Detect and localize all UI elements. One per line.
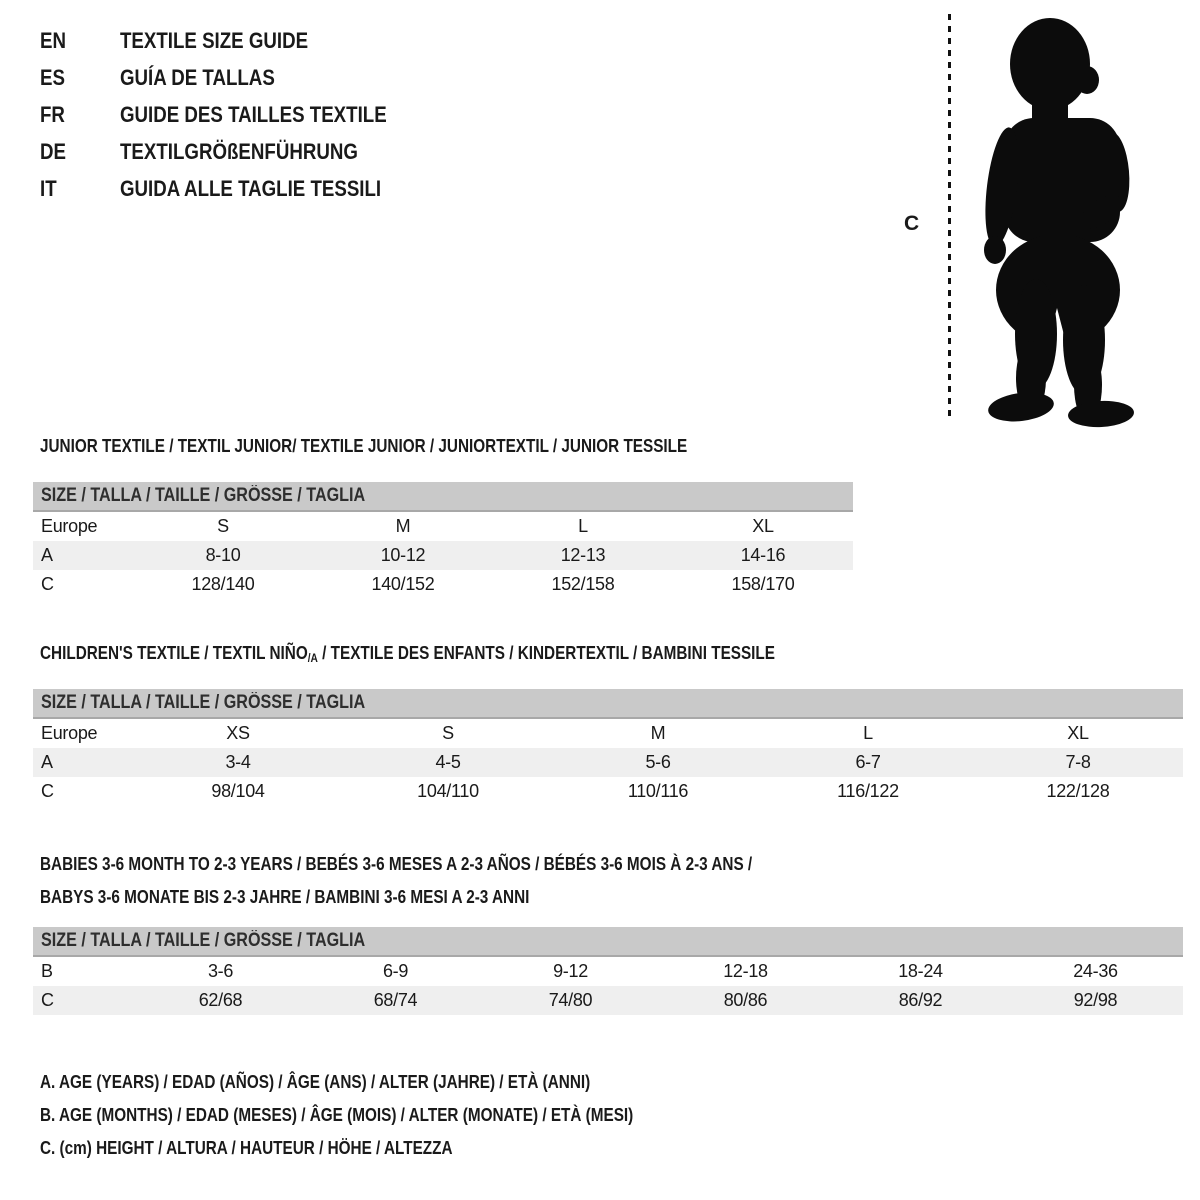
babies-title-line2: BABYS 3-6 MONATE BIS 2-3 JAHRE / BAMBINI 3-6 MESI A 2-3 ANNI bbox=[40, 887, 530, 907]
guide-title-en: TEXTILE SIZE GUIDE bbox=[120, 27, 309, 53]
table-cell: 128/140 bbox=[191, 574, 255, 594]
children-section-title: CHILDREN'S TEXTILE / TEXTIL NIÑO/A / TEXTILE DES ENFANTS / KINDERTEXTIL / BAMBINI TESSILE bbox=[40, 643, 775, 665]
column-header-size: M bbox=[395, 516, 411, 536]
table-cell: 92/98 bbox=[1073, 990, 1118, 1010]
junior-size-table bbox=[33, 482, 853, 599]
row-label: C bbox=[41, 781, 54, 801]
babies-title-line1: BABIES 3-6 MONTH TO 2-3 YEARS / BEBÉS 3-6 MESES A 2-3 AÑOS / BÉBÉS 3-6 MOIS À 2-3 ANS / bbox=[40, 854, 753, 874]
table-cell: 68/74 bbox=[373, 990, 418, 1010]
row-label: A bbox=[41, 752, 53, 772]
table-cell: 110/116 bbox=[627, 781, 689, 801]
column-header-size: L bbox=[578, 516, 588, 536]
table-cell: 122/128 bbox=[1046, 781, 1110, 801]
table-cell: 158/170 bbox=[731, 574, 795, 594]
babies-size-table bbox=[33, 927, 1183, 1015]
row-label: A bbox=[41, 545, 53, 565]
junior-section-title: JUNIOR TEXTILE / TEXTIL JUNIOR/ TEXTILE JUNIOR / JUNIORTEXTIL / JUNIOR TESSILE bbox=[40, 436, 688, 456]
babies-height-row bbox=[33, 986, 1183, 1015]
column-header-europe: Europe bbox=[41, 516, 98, 536]
children-height-row bbox=[33, 777, 1183, 806]
children-age-row bbox=[33, 748, 1183, 777]
table-cell: 3-4 bbox=[225, 752, 251, 772]
table-cell: 152/158 bbox=[551, 574, 615, 594]
language-code: EN bbox=[40, 27, 66, 53]
size-header-bar: SIZE / TALLA / TAILLE / GRÖSSE / TAGLIA bbox=[33, 927, 1183, 957]
junior-age-row bbox=[33, 541, 853, 570]
language-code: FR bbox=[40, 101, 65, 127]
table-cell: 116/122 bbox=[837, 781, 899, 801]
language-row-de bbox=[40, 133, 434, 170]
table-cell: 80/86 bbox=[723, 990, 768, 1010]
guide-title-it: GUIDA ALLE TAGLIE TESSILI bbox=[120, 175, 382, 201]
legend-line-age-months: B. AGE (MONTHS) / EDAD (MESES) / ÂGE (MOIS) / ALTER (MONATE) / ETÀ (MESI) bbox=[40, 1105, 634, 1125]
babies-months-row bbox=[33, 957, 1183, 986]
row-label: C bbox=[41, 990, 54, 1010]
table-cell: 14-16 bbox=[740, 545, 786, 565]
legend-line-age-years: A. AGE (YEARS) / EDAD (AÑOS) / ÂGE (ANS) / ALTER (JAHRE) / ETÀ (ANNI) bbox=[40, 1072, 591, 1092]
table-cell: 10-12 bbox=[380, 545, 426, 565]
table-cell: 6-7 bbox=[855, 752, 881, 772]
table-cell: 18-24 bbox=[898, 961, 943, 981]
table-cell: 12-13 bbox=[560, 545, 606, 565]
language-code: DE bbox=[40, 138, 66, 164]
table-cell: 62/68 bbox=[198, 990, 243, 1010]
table-cell: 9-12 bbox=[553, 961, 588, 981]
language-row-it bbox=[40, 170, 434, 207]
table-cell: 140/152 bbox=[371, 574, 435, 594]
table-cell: 4-5 bbox=[435, 752, 461, 772]
column-header-size: M bbox=[650, 723, 666, 743]
table-cell: 104/110 bbox=[417, 781, 479, 801]
column-header-size: XL bbox=[1067, 723, 1089, 743]
junior-columns-row bbox=[33, 512, 853, 541]
legend-line-height-cm: C. (cm) HEIGHT / ALTURA / HAUTEUR / HÖHE / ALTEZZA bbox=[40, 1138, 453, 1158]
babies-section-title bbox=[40, 848, 878, 914]
table-cell: 3-6 bbox=[207, 961, 234, 981]
column-header-size: S bbox=[217, 516, 229, 536]
language-row-fr bbox=[40, 96, 434, 133]
guide-title-fr: GUIDE DES TAILLES TEXTILE bbox=[120, 101, 387, 127]
table-cell: 7-8 bbox=[1065, 752, 1091, 772]
children-size-table bbox=[33, 689, 1183, 806]
table-cell: 12-18 bbox=[723, 961, 768, 981]
column-header-size: L bbox=[863, 723, 873, 743]
size-header-bar: SIZE / TALLA / TAILLE / GRÖSSE / TAGLIA bbox=[33, 482, 853, 512]
guide-title-de: TEXTILGRÖßENFÜHRUNG bbox=[120, 138, 358, 164]
language-title-list bbox=[40, 22, 434, 207]
junior-height-row bbox=[33, 570, 853, 599]
height-measure-label: C bbox=[904, 212, 920, 235]
language-code: ES bbox=[40, 64, 65, 90]
table-cell: 5-6 bbox=[645, 752, 671, 772]
language-row-es bbox=[40, 59, 434, 96]
column-header-size: XL bbox=[752, 516, 774, 536]
toddler-silhouette-icon bbox=[960, 12, 1140, 430]
table-cell: 74/80 bbox=[548, 990, 593, 1010]
row-label: B bbox=[41, 961, 53, 981]
table-cell: 24-36 bbox=[1073, 961, 1118, 981]
column-header-europe: Europe bbox=[41, 723, 98, 743]
measurement-legend bbox=[40, 1066, 738, 1165]
table-cell: 98/104 bbox=[211, 781, 265, 801]
size-header-bar: SIZE / TALLA / TAILLE / GRÖSSE / TAGLIA bbox=[33, 689, 1183, 719]
column-header-size: S bbox=[442, 723, 454, 743]
table-cell: 8-10 bbox=[205, 545, 241, 565]
guide-title-es: GUÍA DE TALLAS bbox=[120, 64, 275, 90]
column-header-size: XS bbox=[226, 723, 250, 743]
children-columns-row bbox=[33, 719, 1183, 748]
table-cell: 6-9 bbox=[382, 961, 409, 981]
language-code: IT bbox=[40, 175, 57, 201]
height-measure-dashed-line bbox=[948, 14, 951, 416]
language-row-en bbox=[40, 22, 434, 59]
table-cell: 86/92 bbox=[898, 990, 943, 1010]
row-label: C bbox=[41, 574, 54, 594]
